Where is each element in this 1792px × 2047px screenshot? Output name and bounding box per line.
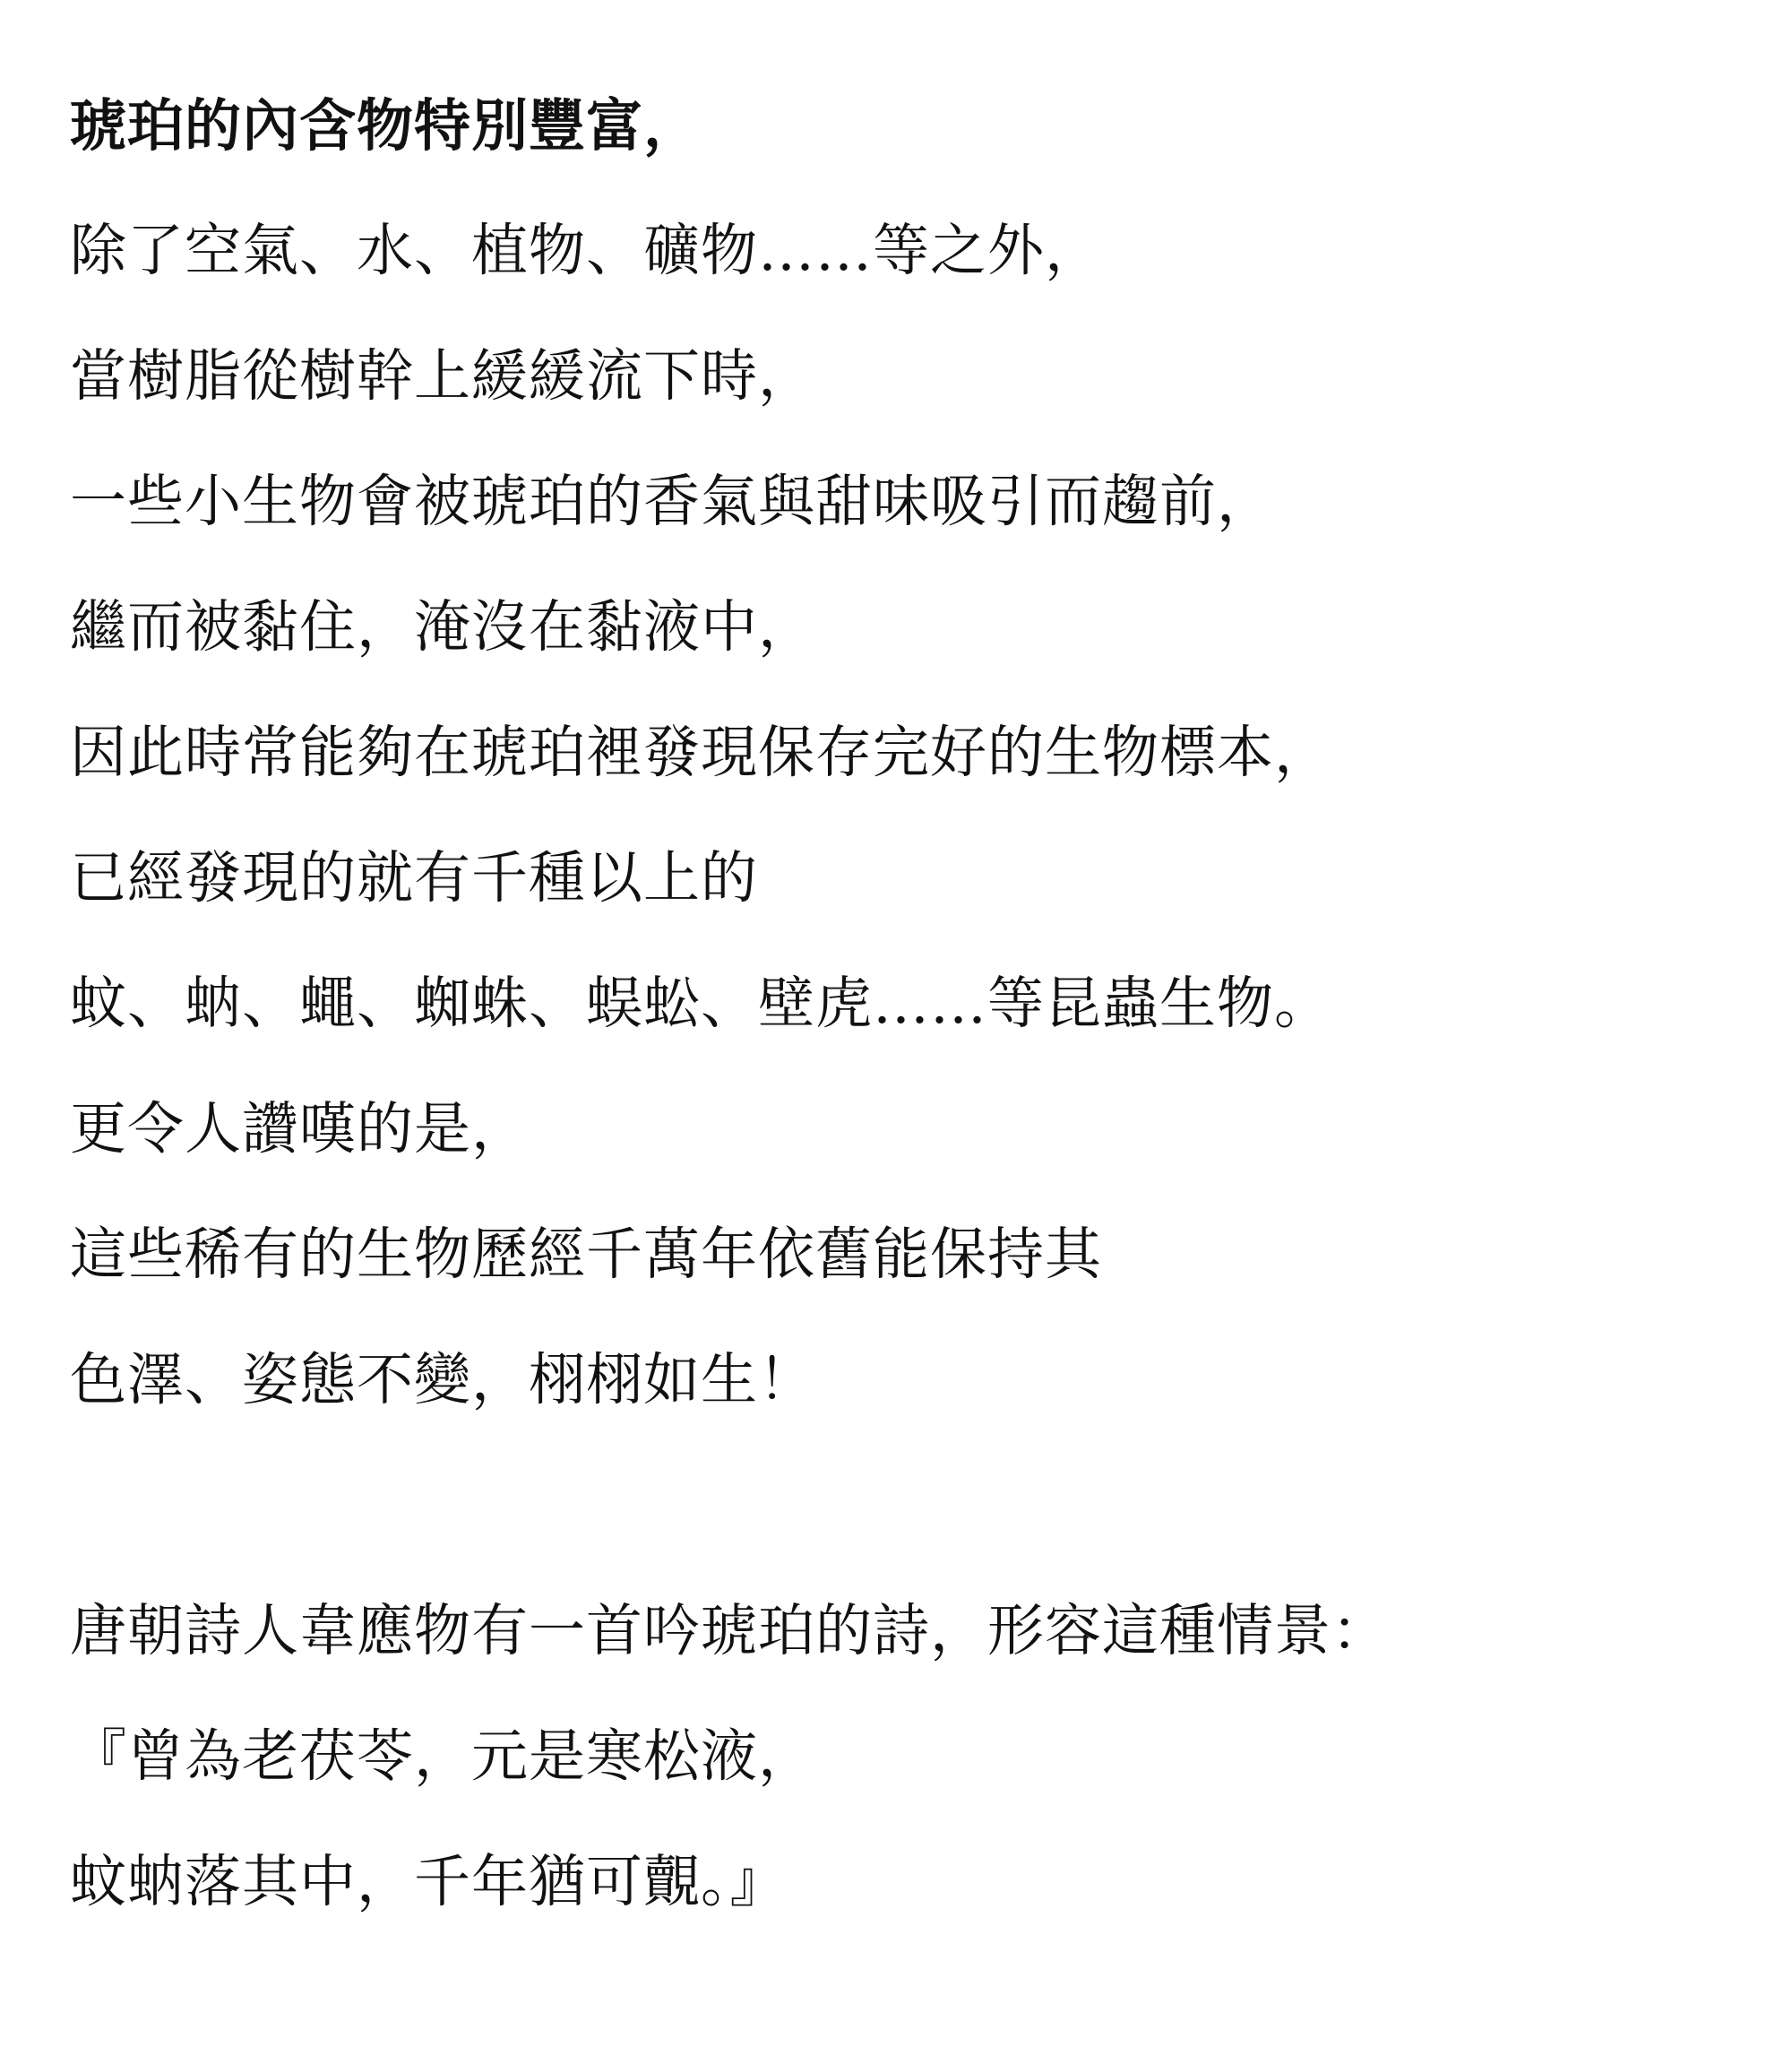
text-line: 除了空氣、水、植物、礦物……等之外， — [70, 218, 1102, 283]
text-line: 色澤、姿態不變，栩栩如生！ — [70, 1347, 815, 1412]
heading-line: 琥珀的內含物特別豐富， — [70, 92, 701, 159]
text-line: 繼而被黏住，淹沒在黏液中， — [70, 594, 815, 660]
poem-line: 蚊蚋落其中，千年猶可覿。』 — [70, 1849, 788, 1914]
text-line: 因此時常能夠在琥珀裡發現保存完好的生物標本， — [70, 720, 1331, 785]
text-line: 更令人讚嘆的是， — [70, 1096, 529, 1162]
text-line: 唐朝詩人韋應物有一首吟琥珀的詩，形容這種情景： — [70, 1598, 1389, 1663]
text-line: 一些小生物會被琥珀的香氣與甜味吸引而趨前， — [70, 469, 1274, 534]
text-line: 蚊、蚋、蠅、蜘蛛、蜈蚣、壁虎……等昆蟲生物。 — [70, 971, 1331, 1036]
text-line: 已經發現的就有千種以上的 — [70, 845, 758, 911]
poem-line: 『曾為老茯苓，元是寒松液， — [70, 1723, 815, 1789]
text-line: 這些稀有的生物歷經千萬年依舊能保持其 — [70, 1222, 1102, 1287]
text-line: 當樹脂從樹幹上緩緩流下時， — [70, 343, 815, 409]
